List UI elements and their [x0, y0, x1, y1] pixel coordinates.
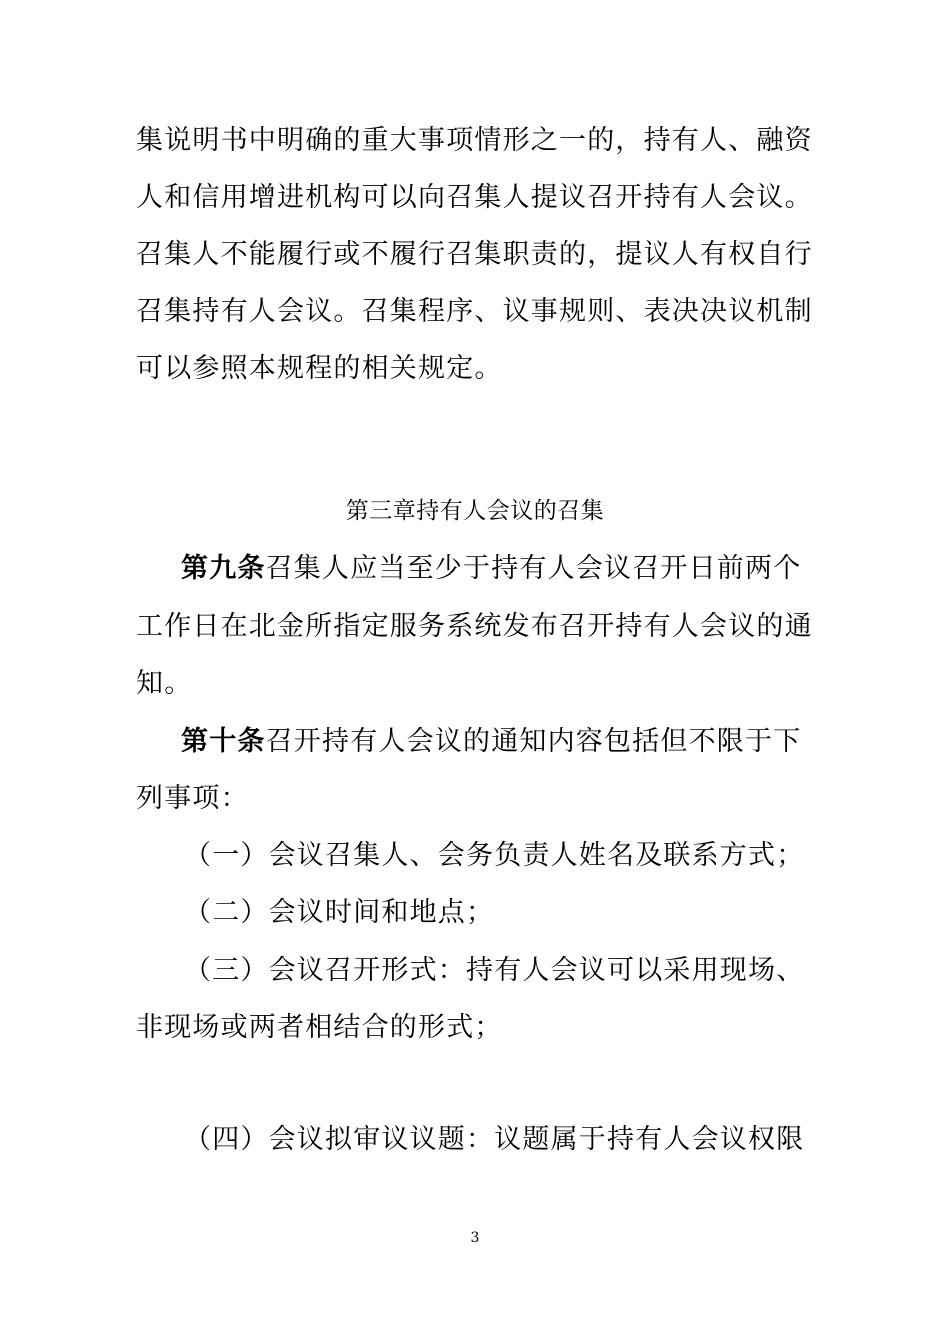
article-10-first-line	[181, 722, 801, 762]
body-text-line-1: 集说明书中明确的重大事项情形之一的，持有人、融资	[136, 125, 813, 156]
article-10-line-2: 列事项：	[136, 783, 249, 814]
article-9-first-line	[181, 549, 801, 589]
chapter-title: 第三章持有人会议的召集	[345, 498, 605, 524]
body-text-line-4: 召集持有人会议。召集程序、议事规则、表决决议机制	[136, 296, 813, 327]
article-9-line-2: 工作日在北金所指定服务系统发布召开持有人会议的通	[136, 611, 813, 642]
article-9-label: 第九条	[181, 553, 266, 584]
article-10-label: 第十条	[181, 726, 266, 757]
article-9-line-3: 知。	[136, 668, 193, 699]
list-item-3-line-2: 非现场或两者相结合的形式；	[136, 1012, 503, 1043]
list-item-2: （二）会议时间和地点；	[184, 897, 495, 928]
list-item-4: （四）会议拟审议议题：议题属于持有人会议权限	[184, 1124, 805, 1155]
article-10-text: 召开持有人会议的通知内容包括但不限于下	[265, 726, 802, 757]
body-text-line-2: 人和信用增进机构可以向召集人提议召开持有人会议。	[136, 182, 813, 213]
list-item-1: （一）会议召集人、会务负责人姓名及联系方式；	[184, 840, 805, 871]
body-text-line-3: 召集人不能履行或不履行召集职责的，提议人有权自行	[136, 239, 813, 270]
list-item-3-line-1: （三）会议召开形式：持有人会议可以采用现场、	[184, 955, 805, 986]
page-number: 3	[470, 1230, 480, 1246]
body-text-line-5: 可以参照本规程的相关规定。	[136, 353, 503, 384]
article-9-text: 召集人应当至少于持有人会议召开日前两个	[265, 553, 802, 584]
